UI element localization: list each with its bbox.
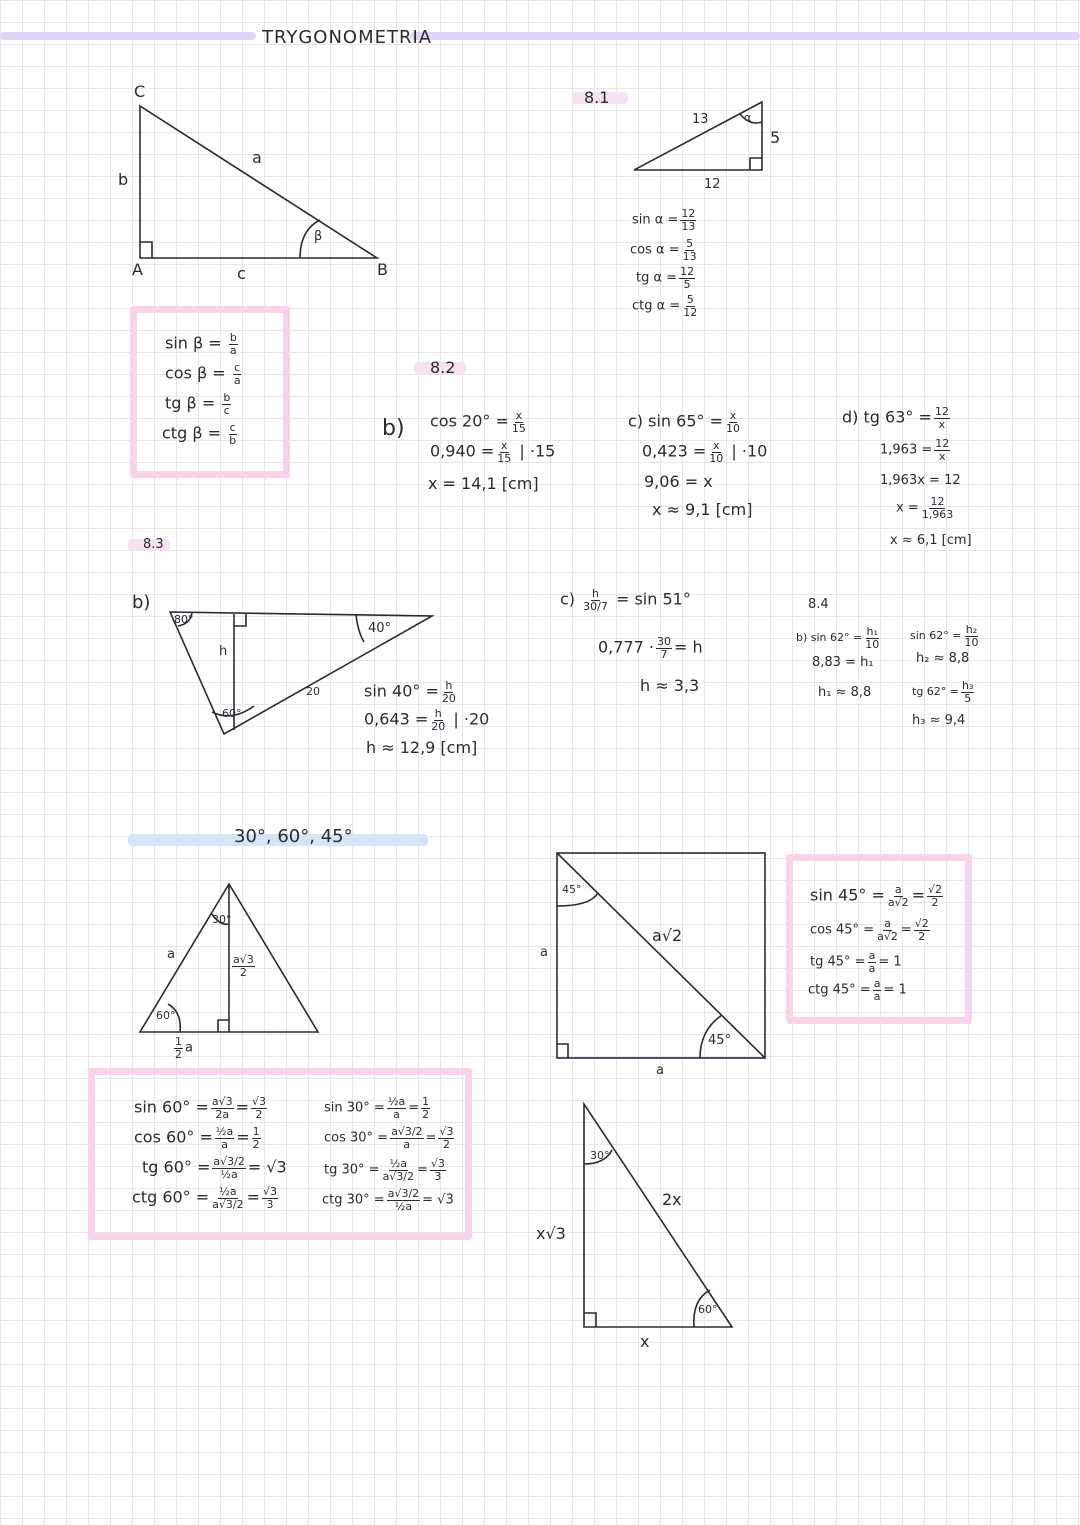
ex82-b-line1: cos 20° = $\frac{x}{15}$ <box>430 409 526 435</box>
ex82-label: 8.2 <box>430 358 456 377</box>
ex84-r4: h₃ ≈ 9,4 <box>912 713 966 728</box>
ex84-b2: 8,83 = h₁ <box>812 655 874 670</box>
right-triangle-bottom: x <box>640 1332 650 1351</box>
ex83-angle40: 40° <box>368 621 392 636</box>
vertex-a: A <box>132 260 143 279</box>
ex82-c-line3: 9,06 = x <box>644 472 713 491</box>
ex83-c-line2: 0,777 · $\frac{30}{7}$ = h <box>598 635 703 661</box>
tg60-line: tg 60° = $\frac{a√3/2}{\text{½a}}$ = √3 <box>142 1155 287 1181</box>
tg30-line: tg 30° = $\frac{\text{½a}}{a√3/2}$ = $\frac{√3}{3}$ <box>324 1157 445 1183</box>
right-triangle-hyp: 2x <box>662 1190 682 1209</box>
ex82-c-line1: c) sin 65° = $\frac{x}{10}$ <box>628 409 740 435</box>
equilateral-60: 60° <box>156 1009 176 1022</box>
ex83-eq1: sin 40° = $\frac{h}{20}$ <box>364 679 456 705</box>
ex82-d-line3: 1,963x = 12 <box>880 473 961 488</box>
ex81-alpha: α <box>744 111 752 124</box>
right-triangle-30: 30° <box>590 1149 610 1162</box>
side-c-label: c <box>237 264 246 283</box>
ex81-cos: cos α = $\frac{5}{13}$ <box>630 237 697 263</box>
side-b-label: b <box>118 170 129 189</box>
cos60-line: cos 60° = $\frac{\text{½a}}{a}$ = $\frac{1}{2}$ <box>134 1125 260 1151</box>
ctg30-line: ctg 30° = $\frac{a√3/2}{\text{½a}}$ = √3 <box>322 1187 454 1213</box>
page-title: TRYGONOMETRIA <box>262 27 433 48</box>
cos-beta-line: cos β = $\frac{c}{a}$ <box>165 361 241 387</box>
right-triangle-left: x√3 <box>536 1224 566 1243</box>
special-heading: 30°, 60°, 45° <box>234 826 353 847</box>
ex82-c-line2: 0,423 = $\frac{x}{10}$ | ·10 <box>642 439 768 465</box>
ex82-d-line4: x = $\frac{12}{1,963}$ <box>896 495 954 521</box>
cos30-line: cos 30° = $\frac{a√3/2}{a}$ = $\frac{√3}{2}$ <box>324 1125 454 1151</box>
ctg60-line: ctg 60° = $\frac{\text{½a}}{a√3/2}$ = $\frac{√3}{3}$ <box>132 1185 278 1211</box>
ex83-label: 8.3 <box>143 537 164 552</box>
tg45-line: tg 45° = $\frac{a}{a}$ = 1 <box>810 949 902 975</box>
ex84-r3: tg 62° = $\frac{\text{h₃}}{5}$ <box>912 679 974 705</box>
ex81-leg-h: 12 <box>704 177 721 192</box>
tg-beta-line: tg β = $\frac{b}{c}$ <box>165 391 231 417</box>
square-45-bottom: 45° <box>708 1033 732 1048</box>
ex83-angle60: 60° <box>222 707 242 720</box>
ex81-tg: tg α = $\frac{12}{5}$ <box>636 265 695 291</box>
side-a-label: a <box>252 148 262 167</box>
square-side-left: a <box>540 945 548 960</box>
ex83-b-label: b) <box>132 592 151 613</box>
sin30-line: sin 30° = $\frac{\text{½a}}{a}$ = $\frac{1}{2}$ <box>324 1095 430 1121</box>
ex81-hyp: 13 <box>692 112 709 127</box>
ex82-d-line5: x ≈ 6,1 [cm] <box>890 533 972 548</box>
equilateral-30: 30° <box>212 913 232 926</box>
ex83-eq2: 0,643 = $\frac{h}{20}$ | ·20 <box>364 707 490 733</box>
sin60-line: sin 60° = $\frac{a√3}{2a}$ = $\frac{√3}{2}$ <box>134 1095 267 1121</box>
ex82-b-line3: x = 14,1 [cm] <box>428 474 539 493</box>
ex84-r2: h₂ ≈ 8,8 <box>916 651 970 666</box>
ex81-sin: sin α = $\frac{12}{13}$ <box>632 207 696 233</box>
sin-beta-line: sin β = $\frac{b}{a}$ <box>165 331 237 357</box>
ex84-b3: h₁ ≈ 8,8 <box>818 685 872 700</box>
cos45-line: cos 45° = $\frac{a}{a√2}$ = $\frac{√2}{2}$ <box>810 917 929 943</box>
angle-beta-label: β <box>314 229 323 244</box>
ex83-c-line3: h ≈ 3,3 <box>640 676 700 695</box>
ctg-beta-line: ctg β = $\frac{c}{b}$ <box>162 421 237 447</box>
right-triangle-306090 <box>584 1104 732 1327</box>
square-diagonal-label: a√2 <box>652 926 683 945</box>
ex83-c-line1: c) $\frac{h}{30/7}$ = sin 51° <box>560 587 691 613</box>
right-triangle-right-angle <box>584 1313 596 1327</box>
ex82-d-line1: d) tg 63° = $\frac{12}{x}$ <box>842 405 949 431</box>
ex83-angle80: 80° <box>174 613 194 626</box>
equilateral-half-base: $\frac{1}{2}$ a <box>175 1035 193 1061</box>
ex82-b-label: b) <box>382 416 405 441</box>
square-side-bottom: a <box>656 1063 664 1078</box>
sin45-line: sin 45° = $\frac{a}{a√2}$ = $\frac{√2}{2}$ <box>810 883 943 909</box>
ex81-leg-v: 5 <box>770 128 781 147</box>
right-triangle-60: 60° <box>698 1303 718 1316</box>
ex82-d-line2: 1,963 = $\frac{12}{x}$ <box>880 437 950 463</box>
equilateral-height-label: $\frac{a√3}{2}$ <box>233 953 254 979</box>
ctg45-line: ctg 45° = $\frac{a}{a}$ = 1 <box>808 977 907 1003</box>
ex84-b1: b) sin 62° = $\frac{\text{h₁}}{10}$ <box>796 625 880 651</box>
ex83-h: h <box>219 644 228 659</box>
equilateral-a: a <box>167 947 175 962</box>
ex82-c-line4: x ≈ 9,1 [cm] <box>652 500 753 519</box>
ex83-eq3: h ≈ 12,9 [cm] <box>366 738 478 757</box>
ex82-b-line2: 0,940 = $\frac{x}{15}$ | ·15 <box>430 439 556 465</box>
ex84-r1: sin 62° = $\frac{\text{h₂}}{10}$ <box>910 623 979 649</box>
square-45-top: 45° <box>562 883 582 896</box>
ex83-side20: 20 <box>306 685 320 698</box>
vertex-b: B <box>377 260 388 279</box>
ex81-label: 8.1 <box>584 88 610 107</box>
ex84-label: 8.4 <box>808 597 829 612</box>
vertex-c: C <box>134 82 146 101</box>
ex81-ctg: ctg α = $\frac{5}{12}$ <box>632 293 698 319</box>
